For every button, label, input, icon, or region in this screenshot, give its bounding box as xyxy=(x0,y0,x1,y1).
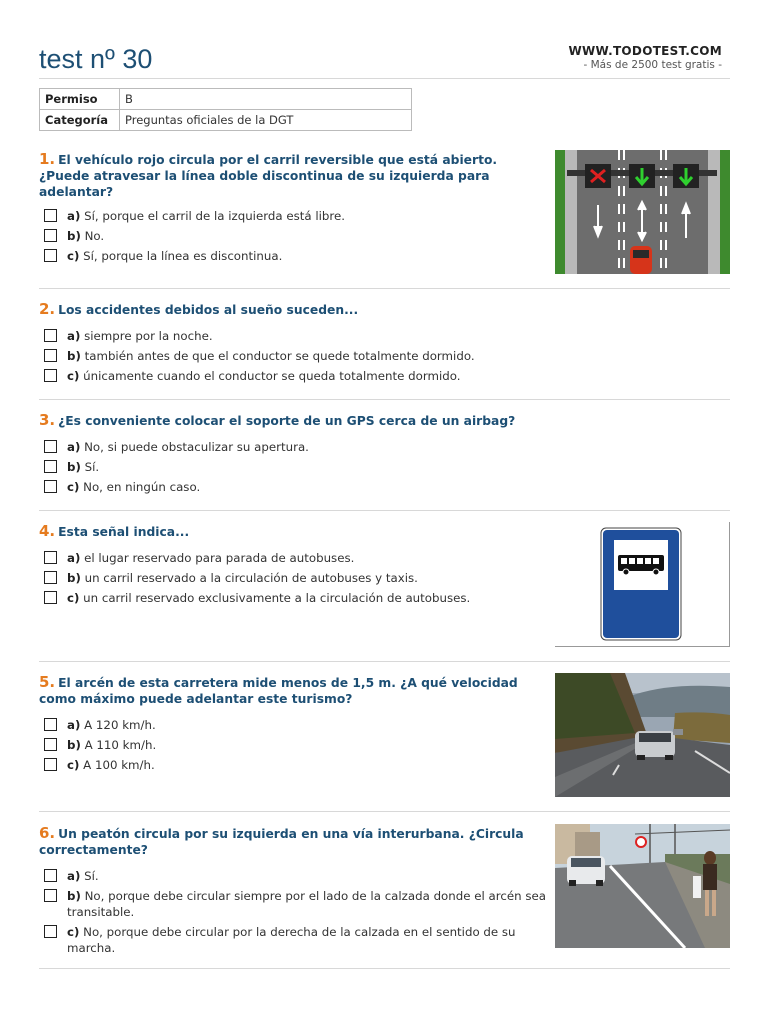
checkbox[interactable] xyxy=(44,440,57,453)
site-branding xyxy=(568,44,722,71)
option-b[interactable]: b) un carril reservado a la circulación de autobuses y taxis. xyxy=(39,570,579,586)
question-divider xyxy=(39,811,730,812)
question-text: 2. Los accidentes debidos al sueño suceden... xyxy=(39,300,359,318)
question-5 xyxy=(39,674,544,773)
question-4 xyxy=(39,523,579,606)
option-b[interactable]: b) No. xyxy=(39,228,539,244)
option-b[interactable]: b) No, porque debe circular siempre por el lado de la calzada donde el arcén sea transitable. xyxy=(39,888,551,920)
option-a[interactable]: a) siempre por la noche. xyxy=(39,328,729,344)
checkbox[interactable] xyxy=(44,571,57,584)
checkbox[interactable] xyxy=(44,738,57,751)
question-divider xyxy=(39,399,730,400)
site-url[interactable]: WWW.TODOTEST.COM xyxy=(568,44,722,58)
checkbox[interactable] xyxy=(44,460,57,473)
checkbox[interactable] xyxy=(44,249,57,262)
question-1 xyxy=(39,151,539,264)
option-c[interactable]: c) No, porque debe circular por la derecha de la calzada en el sentido de su marcha. xyxy=(39,924,551,956)
option-c[interactable]: c) No, en ningún caso. xyxy=(39,479,729,495)
pedestrian-road-photo xyxy=(555,824,730,948)
option-c[interactable]: c) Sí, porque la línea es discontinua. xyxy=(39,248,539,264)
question-number: 4. xyxy=(39,522,56,540)
checkbox[interactable] xyxy=(44,889,57,902)
meta-row-categoria xyxy=(40,110,412,131)
question-text: 1. El vehículo rojo circula por el carril reversible que está abierto. ¿Puede atravesar la línea doble discontinua de su izquierda para adelantar? xyxy=(39,150,498,199)
meta-key: Permiso xyxy=(40,89,120,110)
question-divider xyxy=(39,288,730,289)
checkbox[interactable] xyxy=(44,229,57,242)
option-b[interactable]: b) A 110 km/h. xyxy=(39,737,544,753)
meta-row-permiso xyxy=(40,89,412,110)
option-c[interactable]: c) un carril reservado exclusivamente a la circulación de autobuses. xyxy=(39,590,579,606)
question-number: 3. xyxy=(39,411,56,429)
option-b[interactable]: b) también antes de que el conductor se quede totalmente dormido. xyxy=(39,348,729,364)
footer-divider xyxy=(39,968,730,969)
meta-value: Preguntas oficiales de la DGT xyxy=(120,110,412,131)
meta-key: Categoría xyxy=(40,110,120,131)
question-number: 6. xyxy=(39,824,56,842)
page-title: test nº 30 xyxy=(39,44,153,74)
question-text: 5. El arcén de esta carretera mide menos de 1,5 m. ¿A qué velocidad como máximo puede adelantar este turismo? xyxy=(39,673,518,706)
question-number: 1. xyxy=(39,150,56,168)
checkbox[interactable] xyxy=(44,369,57,382)
bus-stop-sign-image xyxy=(555,522,730,647)
question-text: 6. Un peatón circula por su izquierda en una vía interurbana. ¿Circula correctamente? xyxy=(39,824,524,857)
checkbox[interactable] xyxy=(44,758,57,771)
checkbox[interactable] xyxy=(44,329,57,342)
checkbox[interactable] xyxy=(44,869,57,882)
checkbox[interactable] xyxy=(44,480,57,493)
checkbox[interactable] xyxy=(44,349,57,362)
checkbox[interactable] xyxy=(44,718,57,731)
question-divider xyxy=(39,510,730,511)
reversible-lanes-image xyxy=(555,150,730,274)
question-number: 5. xyxy=(39,673,56,691)
checkbox[interactable] xyxy=(44,591,57,604)
checkbox[interactable] xyxy=(44,209,57,222)
question-6 xyxy=(39,825,551,956)
option-c[interactable]: c) A 100 km/h. xyxy=(39,757,544,773)
checkbox[interactable] xyxy=(44,925,57,938)
option-a[interactable]: a) No, si puede obstaculizar su apertura. xyxy=(39,439,729,455)
checkbox[interactable] xyxy=(44,551,57,564)
header-divider xyxy=(39,78,730,79)
test-meta-table xyxy=(39,88,412,131)
question-3 xyxy=(39,412,729,495)
option-a[interactable]: a) Sí, porque el carril de la izquierda está libre. xyxy=(39,208,539,224)
site-tagline: - Más de 2500 test gratis - xyxy=(583,59,722,71)
question-text: 3. ¿Es conveniente colocar el soporte de un GPS cerca de un airbag? xyxy=(39,411,516,429)
meta-value: B xyxy=(120,89,412,110)
option-a[interactable]: a) el lugar reservado para parada de autobuses. xyxy=(39,550,579,566)
option-c[interactable]: c) únicamente cuando el conductor se queda totalmente dormido. xyxy=(39,368,729,384)
question-text: 4. Esta señal indica... xyxy=(39,522,190,540)
question-divider xyxy=(39,661,730,662)
option-a[interactable]: a) Sí. xyxy=(39,868,551,884)
option-a[interactable]: a) A 120 km/h. xyxy=(39,717,544,733)
question-2 xyxy=(39,301,729,384)
option-b[interactable]: b) Sí. xyxy=(39,459,729,475)
question-number: 2. xyxy=(39,300,56,318)
highway-photo xyxy=(555,673,730,797)
